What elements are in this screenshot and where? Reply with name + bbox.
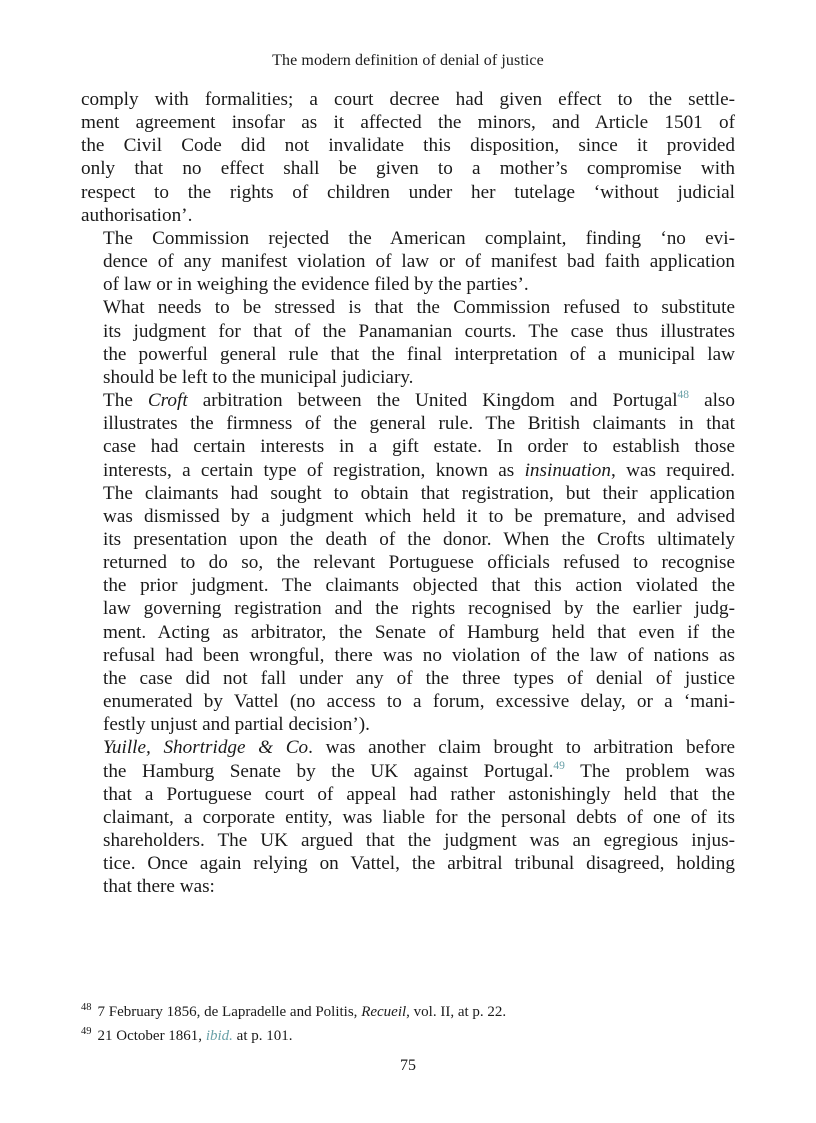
text-line: only that no effect shall be given to a mother’s compromise with	[81, 158, 735, 180]
text-run: 21 October 1861,	[97, 1028, 206, 1044]
text-line: should be left to the municipal judiciary.	[103, 366, 414, 388]
paragraph-2	[81, 227, 735, 296]
term-insinuation: insinuation	[524, 459, 611, 481]
text-run: 7 February 1856, de Lapradelle and Politis,	[97, 1004, 362, 1020]
text-line	[81, 736, 735, 759]
text-line: The claimants had sought to obtain that registration, but their application	[103, 482, 735, 504]
text-line: the powerful general rule that the final interpretation of a municipal law	[103, 343, 735, 365]
text-line: that a Portuguese court of appeal had rather astonishingly held that the	[103, 783, 735, 805]
text-line: the prior judgment. The claimants objected that this action violated the	[103, 575, 735, 597]
text-line: comply with formalities; a court decree had given effect to the settle-	[81, 89, 735, 110]
text-line: refusal had been wrongful, there was no violation of the law of nations as	[103, 644, 735, 666]
text-line: What needs to be stressed is that the Commission refused to substitute	[103, 297, 735, 319]
text-line: its judgment for that of the Panamanian courts. The case thus illustrates	[103, 320, 735, 342]
text-line: respect to the rights of children under her tutelage ‘without judicial	[81, 181, 735, 203]
body-text	[81, 88, 735, 898]
text-line: was dismissed by a judgment which held it to be premature, and advised	[103, 505, 735, 527]
text-line: festly unjust and partial decision’).	[103, 714, 370, 736]
text-run: the Hamburg Senate by the UK against Portugal.	[103, 760, 554, 782]
text-line: law governing registration and the rights recognised by the earlier judg-	[103, 598, 735, 620]
text-line: shareholders. The UK argued that the judgment was an egregious injus-	[103, 830, 735, 851]
text-run: interests, a certain type of registration, known as	[103, 459, 525, 481]
case-name-croft: Croft	[147, 390, 188, 412]
text-line: dence of any manifest violation of law or of manifest bad faith application	[103, 251, 735, 273]
text-line: ment agreement insofar as it affected the minors, and Article 1501 of	[81, 112, 735, 134]
footnote-ref-49[interactable]: 49	[553, 759, 565, 772]
running-header: The modern definition of denial of justice	[272, 52, 544, 69]
ibid-link[interactable]: ibid.	[205, 1028, 233, 1044]
text-run-italic: Recueil	[361, 1004, 407, 1020]
text-run: arbitration between the United Kingdom and Portugal	[187, 390, 678, 412]
text-line: authorisation’.	[81, 204, 193, 226]
text-run: at p. 101.	[232, 1028, 293, 1044]
text-line: enumerated by Vattel (no access to a forum, excessive delay, or a ‘mani-	[103, 691, 735, 713]
paragraph-1	[81, 88, 735, 227]
text-line	[81, 760, 735, 783]
text-line: ment. Acting as arbitrator, the Senate of Hamburg held that even if the	[103, 621, 735, 643]
text-line: case had certain interests in a gift estate. In order to establish those	[103, 436, 735, 458]
text-line: the case did not fall under any of the three types of denial of justice	[103, 667, 735, 689]
text-line: that there was:	[103, 876, 215, 898]
page-number: 75	[400, 1057, 416, 1074]
text-line: of law or in weighing the evidence filed by the parties’.	[103, 274, 529, 296]
text-line: claimant, a corporate entity, was liable for the personal debts of one of its	[103, 806, 735, 828]
footnote-ref-48[interactable]: 48	[677, 389, 690, 402]
text-run: , vol. II, at p. 22.	[406, 1004, 507, 1020]
text-line: the Civil Code did not invalidate this disposition, since it provided	[81, 135, 735, 157]
paragraph-5	[81, 736, 735, 898]
footnotes	[81, 998, 735, 1046]
text-run: The	[103, 390, 148, 412]
text-line: returned to do so, the relevant Portuguese officials refused to recognise	[103, 552, 735, 574]
text-run: The problem was	[564, 760, 735, 782]
text-line	[81, 459, 735, 482]
text-line: its presentation upon the death of the donor. When the Crofts ultimately	[103, 528, 735, 550]
case-name-yuille: Yuille, Shortridge & Co	[103, 737, 309, 759]
text-line: The Commission rejected the American complaint, finding ‘no evi-	[103, 227, 735, 249]
footnote-number: 48	[81, 1002, 92, 1013]
text-line: tice. Once again relying on Vattel, the arbitral tribunal disagreed, holding	[103, 853, 735, 875]
text-run: . was another claim brought to arbitration before	[308, 737, 735, 759]
footnote-48	[81, 998, 735, 1022]
paragraph-3	[81, 296, 735, 389]
footnote-49	[81, 1022, 735, 1046]
footnote-number: 49	[81, 1026, 92, 1037]
text-run: , was required.	[610, 459, 735, 481]
text-run: also	[689, 390, 735, 412]
paragraph-4	[81, 389, 735, 736]
text-line	[81, 389, 735, 412]
text-line: illustrates the firmness of the general rule. The British claimants in that	[103, 413, 735, 435]
